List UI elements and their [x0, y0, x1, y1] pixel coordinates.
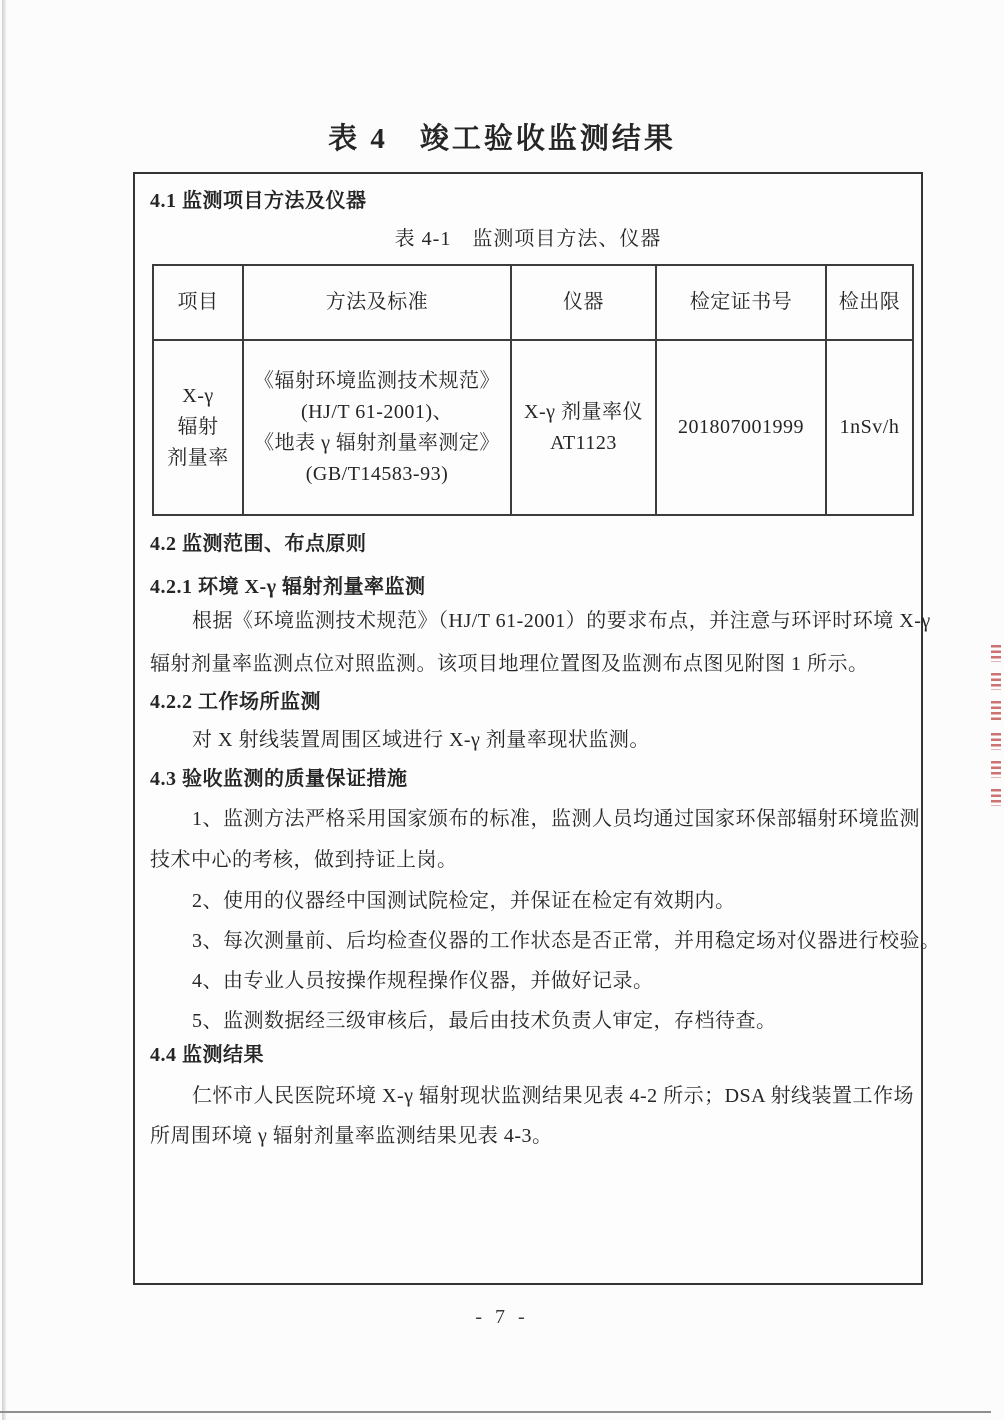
paragraph-4-2-2-line: 对 X 射线装置周围区域进行 X-γ 剂量率现状监测。 [192, 729, 650, 751]
cell-method-line: 《辐射环境监测技术规范》 [254, 369, 500, 392]
paragraph-4-4-line: 所周围环境 γ 辐射剂量率监测结果见表 4-3。 [150, 1125, 553, 1147]
cell-instrument [511, 340, 656, 515]
cell-method-line: (GB/T14583-93) [305, 462, 449, 485]
paragraph-4-4-line: 仁怀市人民医院环境 X-γ 辐射现状监测结果见表 4-2 所示；DSA 射线装置工作场 [192, 1085, 915, 1107]
cell-project [153, 340, 243, 515]
section-4-1-heading: 4.1 监测项目方法及仪器 [150, 190, 367, 212]
red-stamp-fragment [991, 733, 1001, 750]
cell-instrument-line: X-γ 剂量率仪 [524, 400, 643, 423]
document-title: 表 4 竣工验收监测结果 [328, 123, 676, 155]
red-stamp-fragment [991, 761, 1001, 778]
table-4-1 [152, 264, 914, 516]
cell-project-line: 剂量率 [167, 447, 229, 469]
col-header-project: 项目 [153, 265, 243, 340]
page-number: - 7 - [475, 1306, 529, 1328]
scan-edge-artifact-left [2, 0, 7, 1420]
section-4-3-heading: 4.3 验收监测的质量保证措施 [150, 768, 408, 790]
col-header-instrument: 仪器 [511, 265, 656, 340]
red-stamp-fragment [991, 789, 1001, 806]
section-4-2-1-heading: 4.2.1 环境 X-γ 辐射剂量率监测 [150, 576, 426, 598]
col-header-detection-limit: 检出限 [826, 265, 913, 340]
red-stamp-fragment [991, 673, 1001, 690]
qa-item-5-line: 5、监测数据经三级审核后，最后由技术负责人审定，存档待查。 [192, 1010, 777, 1032]
cell-method-line: 《地表 γ 辐射剂量率测定》 [254, 431, 500, 454]
section-4-2-heading: 4.2 监测范围、布点原则 [150, 533, 367, 555]
scan-edge-artifact-bottom [0, 1411, 991, 1413]
cell-method-line: (HJ/T 61-2001)、 [300, 400, 454, 423]
cell-detection-limit: 1nSv/h [826, 340, 913, 515]
qa-item-2-line: 2、使用的仪器经中国测试院检定，并保证在检定有效期内。 [192, 890, 736, 912]
cell-method [243, 340, 511, 515]
qa-item-1-line: 1、监测方法严格采用国家颁布的标准，监测人员均通过国家环保部辐射环境监测 [192, 808, 920, 830]
cell-project-line: 辐射 [177, 416, 219, 438]
qa-item-1-line: 技术中心的考核，做到持证上岗。 [150, 849, 458, 871]
col-header-method: 方法及标准 [243, 265, 511, 340]
qa-item-4-line: 4、由专业人员按操作规程操作仪器，并做好记录。 [192, 970, 654, 992]
paragraph-4-2-1-line: 根据《环境监测技术规范》（HJ/T 61-2001）的要求布点，并注意与环评时环境 X-γ [192, 610, 931, 632]
red-stamp-fragment [991, 701, 1001, 722]
qa-item-3-line: 3、每次测量前、后均检查仪器的工作状态是否正常，并用稳定场对仪器进行校验。 [192, 930, 941, 952]
section-4-4-heading: 4.4 监测结果 [150, 1044, 264, 1066]
table-row [153, 340, 913, 515]
table-4-1-caption: 表 4-1 监测项目方法、仪器 [394, 228, 662, 250]
section-4-2-2-heading: 4.2.2 工作场所监测 [150, 691, 321, 713]
cell-certificate-no: 201807001999 [656, 340, 826, 515]
red-margin-stamp [991, 645, 1003, 806]
paragraph-4-2-1-line: 辐射剂量率监测点位对照监测。该项目地理位置图及监测布点图见附图 1 所示。 [150, 653, 869, 675]
col-header-certificate: 检定证书号 [656, 265, 826, 340]
content-border-box [133, 172, 941, 1285]
cell-project-line: X-γ [182, 385, 214, 407]
red-stamp-fragment [991, 645, 1001, 662]
table-header-row [153, 265, 913, 340]
cell-instrument-line: AT1123 [550, 431, 617, 454]
